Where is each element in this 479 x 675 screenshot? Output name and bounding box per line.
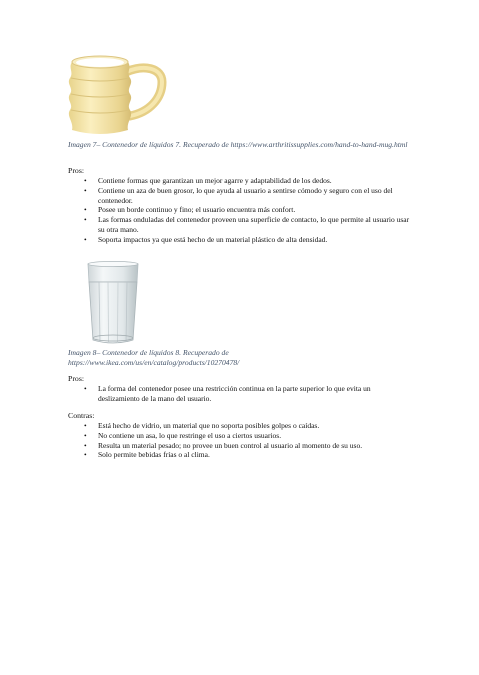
list-item: • Las formas onduladas del contenedor proveen una superficie de contacto, lo que permite al usuario usar su otra mano. [72,215,414,235]
list-item: • Soporta impactos ya que está hecho de un material plástico de alta densidad. [72,235,414,245]
figure-caption: Imagen 7– Contenedor de líquidos 7. Recuperado de https://www.arthritissupplies.com/hand-to-hand-mug.html [68,140,408,149]
list-item: • Posee un borde continuo y fino; el usuario encuentra más confort. [72,205,414,215]
list-item: • Está hecho de vidrio, un material que no soporta posibles golpes o caídas. [72,421,402,431]
list-item: • Solo permite bebidas frías o al clima. [72,450,402,460]
list-item: • Resulta un material pesado; no provee un buen control al usuario al momento de su uso. [72,441,402,451]
figure-caption: Imagen 8– Contenedor de líquidos 8. Recuperado de https://www.ikea.com/us/en/catalog/products/10270478/ [68,348,240,367]
glass-illustration [84,260,142,346]
cons-list [72,421,402,460]
pros-heading: Pros: [68,374,85,383]
pros-heading: Pros: [68,166,85,175]
glass-image [84,260,142,346]
pros-list [72,384,402,404]
pros-list [72,176,414,245]
list-item: • No contiene un asa, lo que restringe el uso a ciertos usuarios. [72,431,402,441]
cons-heading: Contras: [68,411,95,420]
list-item: • Contiene formas que garantizan un mejor agarre y adaptabilidad de los dedos. [72,176,414,186]
list-item: • Contiene un aza de buen grosor, lo que ayuda al usuario a sentirse cómodo y seguro con el uso del contenedor. [72,186,414,206]
mug-image [64,52,168,138]
list-item: • La forma del contenedor posee una restricción continua en la parte superior lo que evita un deslizamiento de la mano del usuario. [72,384,402,404]
mug-illustration [64,52,168,138]
